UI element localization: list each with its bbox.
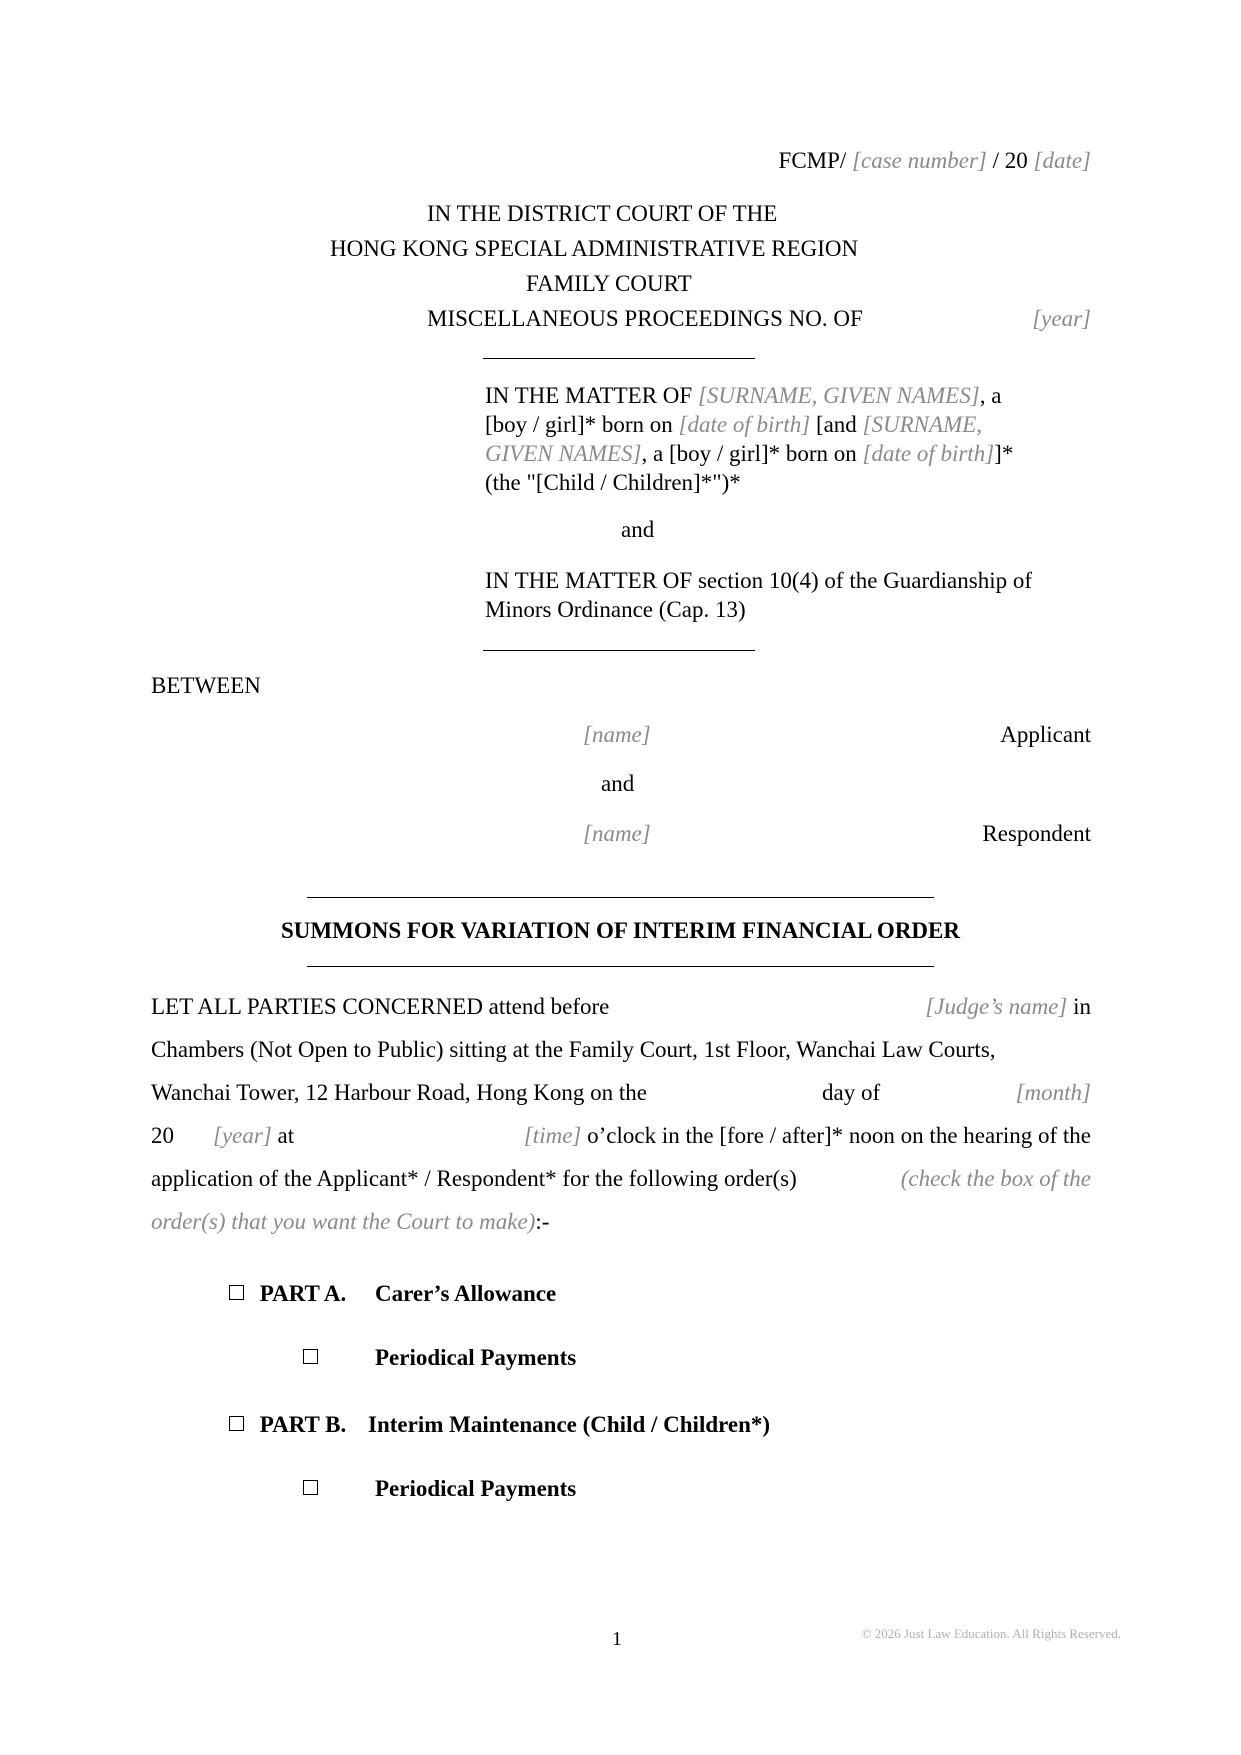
title-rule-top <box>307 897 934 898</box>
dob-placeholder-1[interactable]: [date of birth] <box>678 412 811 437</box>
court-heading-line2: HONG KONG SPECIAL ADMINISTRATIVE REGION <box>330 236 859 261</box>
body-line1-end: [Judge’s name] in <box>925 994 1091 1019</box>
parties-and: and <box>601 771 635 796</box>
time-placeholder[interactable]: [time] <box>523 1123 582 1148</box>
child2-surname-placeholder[interactable]: [SURNAME, <box>862 412 983 437</box>
child2-given-names-placeholder[interactable]: GIVEN NAMES] <box>485 441 642 466</box>
heading-rule-top <box>483 358 755 359</box>
matter-child-line2: [boy / girl]* born on [date of birth] [and [SURNAME, <box>485 412 983 437</box>
body-line5: application of the Applicant* / Respondent* for the following order(s) <box>151 1166 797 1191</box>
matter-child-line3: GIVEN NAMES], a [boy / girl]* born on [date of birth]]* <box>485 441 1014 466</box>
part-a-periodical-label: Periodical Payments <box>375 1345 577 1370</box>
child-name-placeholder[interactable]: [SURNAME, GIVEN NAMES] <box>697 383 980 408</box>
part-b-periodical-label: Periodical Payments <box>375 1476 577 1501</box>
part-b-label: PART B. <box>259 1412 347 1437</box>
proceedings-year-placeholder[interactable]: [year] <box>1032 306 1091 331</box>
page-number: 1 <box>612 1628 622 1650</box>
part-b-title: Interim Maintenance (Child / Children*) <box>368 1412 771 1437</box>
part-a-title: Carer’s Allowance <box>375 1281 557 1306</box>
matter-child-line4: (the "[Child / Children]*")* <box>485 470 741 495</box>
heading-rule-bottom <box>483 650 755 651</box>
copyright-notice: © 2026 Just Law Education. All Rights Reserved. <box>861 1626 1121 1641</box>
body-line3-text: Wanchai Tower, 12 Harbour Road, Hong Kong on the <box>151 1080 647 1105</box>
hearing-year-placeholder[interactable]: [year] <box>213 1123 272 1148</box>
court-heading-line3: FAMILY COURT <box>526 271 692 296</box>
dob-placeholder-2[interactable]: [date of birth] <box>862 441 995 466</box>
body-line1-text: LET ALL PARTIES CONCERNED attend before <box>151 994 610 1019</box>
part-a-label: PART A. <box>259 1281 347 1306</box>
applicant-role: Applicant <box>1000 722 1091 747</box>
body-line3-dayof: day of <box>822 1080 881 1105</box>
case-number <box>779 148 1091 174</box>
body-line4-year: [year] at <box>213 1123 295 1148</box>
title-rule-bottom <box>307 966 934 967</box>
case-date-placeholder[interactable]: [date] <box>1033 148 1091 173</box>
summons-title: SUMMONS FOR VARIATION OF INTERIM FINANCIAL ORDER <box>281 918 960 943</box>
month-placeholder[interactable]: [month] <box>1015 1080 1091 1105</box>
matter-child-line1: IN THE MATTER OF [SURNAME, GIVEN NAMES], a <box>485 383 1002 408</box>
between-label: BETWEEN <box>151 673 261 698</box>
body-line4-end: [time] o’clock in the [fore / after]* noon on the hearing of the <box>523 1123 1091 1148</box>
respondent-role: Respondent <box>982 821 1091 846</box>
check-box-instruction: (check the box of the <box>900 1166 1091 1191</box>
court-heading-line1: IN THE DISTRICT COURT OF THE <box>427 201 778 226</box>
part-a <box>229 1281 346 1307</box>
respondent-name-placeholder[interactable]: [name] <box>583 821 651 846</box>
part-a-periodical-checkbox[interactable] <box>303 1349 318 1364</box>
judge-name-placeholder[interactable]: [Judge’s name] <box>925 994 1068 1019</box>
part-a-sub <box>303 1345 318 1371</box>
body-line4-twenty: 20 <box>151 1123 174 1148</box>
applicant-name-placeholder[interactable]: [name] <box>583 722 651 747</box>
part-a-checkbox[interactable] <box>229 1285 244 1300</box>
matter-ordinance-line1: IN THE MATTER OF section 10(4) of the Guardianship of <box>485 568 1033 593</box>
part-b <box>229 1412 346 1438</box>
part-b-sub <box>303 1476 318 1502</box>
case-year-prefix: / 20 <box>992 148 1028 173</box>
case-prefix: FCMP/ <box>778 148 847 173</box>
court-heading-line4: MISCELLANEOUS PROCEEDINGS NO. OF <box>427 306 863 331</box>
part-b-periodical-checkbox[interactable] <box>303 1480 318 1495</box>
body-line6: order(s) that you want the Court to make):- <box>151 1209 550 1234</box>
matter-ordinance-line2: Minors Ordinance (Cap. 13) <box>485 597 746 622</box>
part-b-checkbox[interactable] <box>229 1416 244 1431</box>
body-line2: Chambers (Not Open to Public) sitting at the Family Court, 1st Floor, Wanchai Law Courts, <box>151 1037 996 1062</box>
and-connector: and <box>621 517 655 542</box>
case-number-placeholder[interactable]: [case number] <box>852 148 987 173</box>
